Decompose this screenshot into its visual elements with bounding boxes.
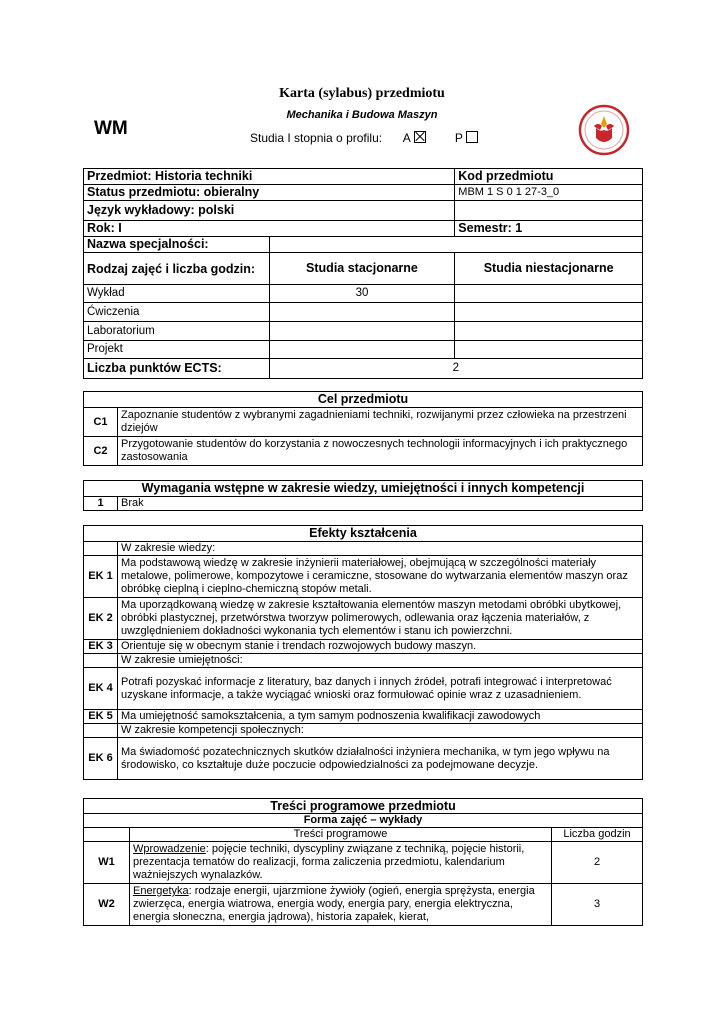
social-section-label: W zakresie kompetencji społecznych: (118, 724, 643, 738)
outcomes-table (83, 525, 643, 780)
program-item-text: : rodzaje energii, ujarzmione żywioły (ogień, energia sprężysta, energia zwierzęca, energia wiatrowa, energia wody, energia pary, energia elektryczna, energia słoneczna, energia jądrowa), historia zapałek, kierat, (133, 885, 535, 923)
goal-text: Przygotowanie studentów do korzystania z nowoczesnych technologii informacyjnych i ich praktycznego zastosowania (118, 437, 643, 466)
program-item-content (130, 884, 552, 926)
goals-header: Cel przedmiotu (84, 392, 643, 408)
outcomes-header: Efekty kształcenia (84, 526, 643, 542)
ects-label: Liczba punktów ECTS: (84, 359, 270, 379)
class-type-name: Ćwiczenia (84, 303, 270, 322)
nonstationary-hours (455, 303, 643, 322)
code-label: Kod przedmiotu (455, 169, 643, 185)
nonstationary-header: Studia niestacjonarne (455, 253, 643, 285)
program-content-header: Treści programowe (130, 828, 552, 842)
specialization-label: Nazwa specjalności: (84, 237, 270, 253)
stationary-header: Studia stacjonarne (269, 253, 455, 285)
goal-text: Zapoznanie studentów z wybranymi zagadnieniami techniki, rozwijanymi przez człowieka na przestrzeni dziejów (118, 408, 643, 437)
outcome-text: Ma uporządkowaną wiedzę w zakresie kształtowania elementów maszyn metodami obróbki ubytkowej, obróbki plastycznej, przetwórstwa tworzyw polimerowych, odlewania oraz łączenia materiałów, z uwzględnieniem dokładności wykonania tych elementów i stanu ich powierzchni. (118, 598, 643, 640)
stationary-hours (269, 341, 455, 359)
requirements-header: Wymagania wstępne w zakresie wiedzy, umiejętności i innych kompetencji (84, 481, 643, 497)
class-type-name: Laboratorium (84, 322, 270, 341)
profile-label: Studia I stopnia o profilu: (250, 131, 383, 145)
nonstationary-hours (455, 322, 643, 341)
checked-box-icon (414, 131, 426, 143)
program-table (83, 798, 643, 926)
outcome-text: Ma umiejętność samokształcenia, a tym samym podnoszenia kwalifikacji zawodowych (118, 710, 643, 724)
document-subtitle: Mechanika i Budowa Maszyn (286, 109, 438, 121)
goals-table (83, 391, 643, 466)
outcome-id: EK 2 (84, 598, 118, 640)
subject-status: Status przedmiotu: obieralny (84, 185, 455, 201)
ects-value: 2 (269, 359, 642, 379)
outcome-id: EK 4 (84, 668, 118, 710)
nonstationary-hours (455, 285, 643, 303)
goal-id: C2 (84, 437, 118, 466)
program-form: Forma zajęć – wykłady (84, 814, 643, 828)
option-p-label: P (454, 131, 463, 145)
program-item-title: Energetyka (133, 885, 189, 897)
program-item-content (130, 842, 552, 884)
stationary-hours (269, 322, 455, 341)
program-hours-header: Liczba godzin (552, 828, 643, 842)
requirement-text: Brak (118, 497, 643, 511)
class-type-name: Projekt (84, 341, 270, 359)
outcome-id: EK 6 (84, 738, 118, 780)
subject-code: MBM 1 S 0 1 27-3_0 (455, 185, 643, 201)
requirements-table (83, 480, 643, 511)
class-type-name: Wykład (84, 285, 270, 303)
faculty-abbreviation: WM (94, 118, 128, 139)
program-item-id: W1 (84, 842, 130, 884)
subject-name: Przedmiot: Historia techniki (84, 169, 455, 185)
class-types-label: Rodzaj zajęć i liczba godzin: (84, 253, 270, 285)
document-title: Karta (sylabus) przedmiotu (279, 86, 445, 101)
goal-id: C1 (84, 408, 118, 437)
option-a-label: A (402, 131, 411, 145)
subject-language: Język wykładowy: polski (84, 201, 455, 221)
subject-year: Rok: I (84, 221, 455, 237)
program-item-hours: 2 (552, 842, 643, 884)
outcome-id: EK 3 (84, 640, 118, 654)
requirement-id: 1 (84, 497, 118, 511)
stationary-hours (269, 303, 455, 322)
outcome-id: EK 1 (84, 556, 118, 598)
outcome-text: Orientuje się w obecnym stanie i trendach rozwojowych budowy maszyn. (118, 640, 643, 654)
skills-section-label: W zakresie umiejętności: (118, 654, 643, 668)
outcome-text: Ma świadomość pozatechnicznych skutków działalności inżyniera mechanika, w tym jego wpływu na środowisko, co kształtuje duże poczucie odpowiedzialności za podejmowane decyzje. (118, 738, 643, 780)
outcome-text: Potrafi pozyskać informacje z literatury, baz danych i innych źródeł, potrafi integrować i interpretować uzyskane informacje, a także wyciągać wnioski oraz formułować opinie wraz z uzasadnieniem. (118, 668, 643, 710)
stationary-hours: 30 (269, 285, 455, 303)
outcome-text: Ma podstawową wiedzę w zakresie inżynierii materiałowej, obejmującą w szczególności materiały metalowe, polimerowe, kompozytowe i ceramiczne, stosowane do wytwarzania elementów maszyn oraz obróbkę cieplną i cieplno-chemiczną stopów metali. (118, 556, 643, 598)
profile-line (250, 130, 478, 145)
unchecked-box-icon (466, 131, 478, 143)
subject-semester: Semestr: 1 (455, 221, 643, 237)
course-info-table (83, 168, 643, 379)
program-item-title: Wprowadzenie (133, 843, 206, 855)
university-logo-icon (578, 104, 630, 156)
program-item-text: : pojęcie techniki, dyscypliny związane z techniką, pojęcie historii, prezentacja tematów do realizacji, forma zaliczenia przedmiotu, kalendarium ważniejszych wynalazków. (133, 843, 525, 881)
program-item-id: W2 (84, 884, 130, 926)
nonstationary-hours (455, 341, 643, 359)
program-item-hours: 3 (552, 884, 643, 926)
knowledge-section-label: W zakresie wiedzy: (118, 542, 643, 556)
program-header: Treści programowe przedmiotu (84, 799, 643, 814)
outcome-id: EK 5 (84, 710, 118, 724)
